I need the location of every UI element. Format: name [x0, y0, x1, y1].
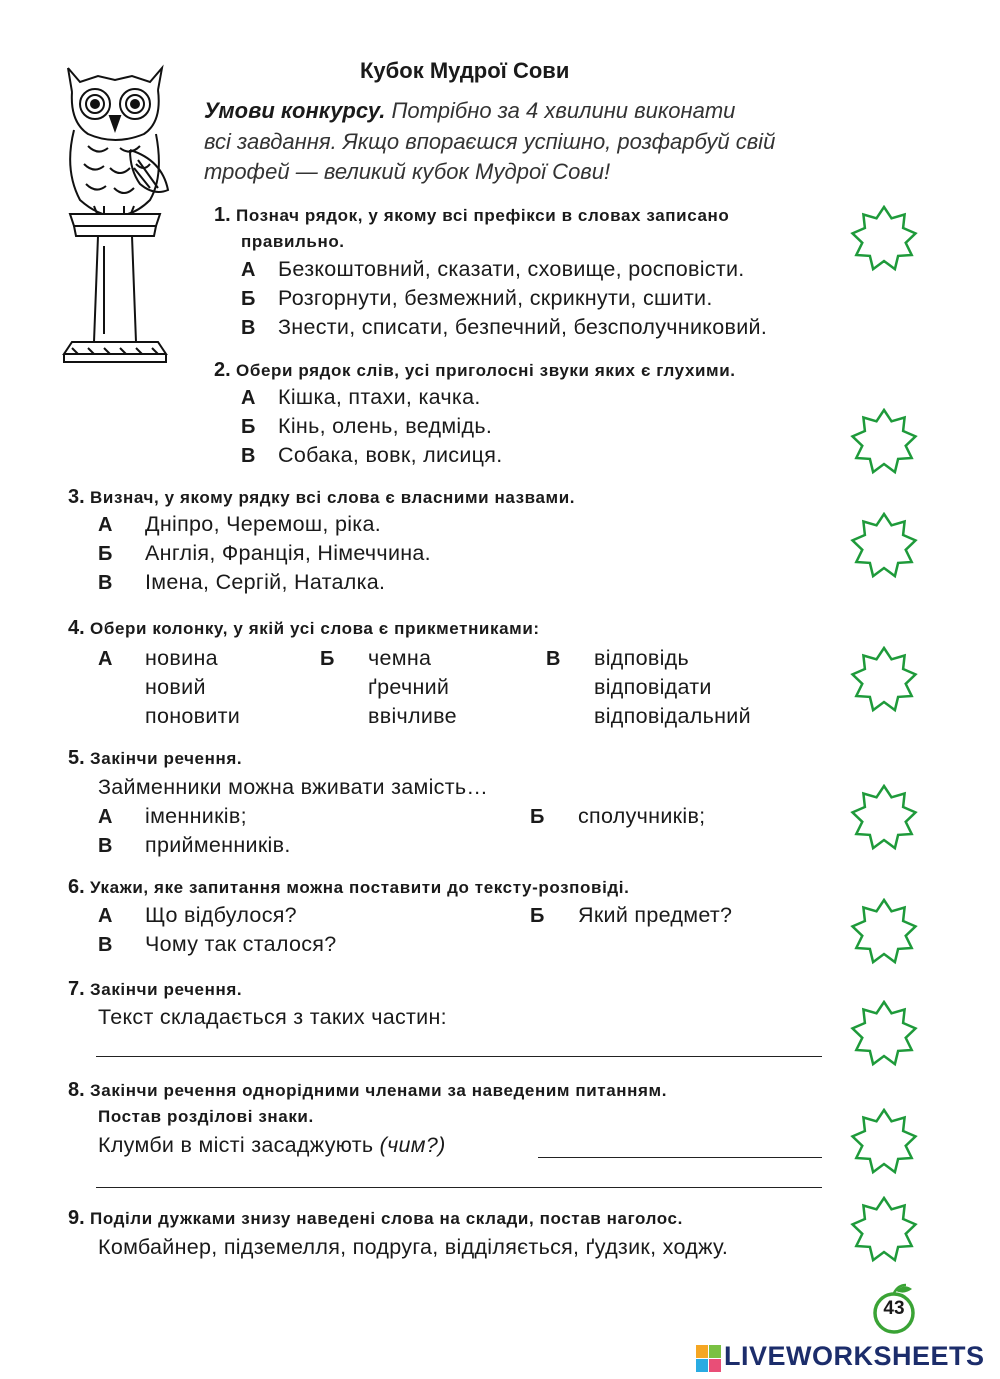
q4-column-c-word-1: відповідь — [594, 646, 689, 670]
question-3-number: 3. — [68, 486, 85, 508]
q2-option-a[interactable]: Кішка, птахи, качка. — [278, 385, 481, 409]
question-7-number: 7. — [68, 978, 85, 1000]
q1-option-c-letter: В — [241, 317, 256, 339]
page-title: Кубок Мудрої Сови — [360, 58, 570, 83]
q4-column-a-word-3: поновити — [145, 704, 241, 728]
q3-option-c-letter: В — [98, 572, 113, 594]
owl-trophy-illustration — [58, 60, 172, 366]
q2-option-c-letter: В — [241, 445, 256, 467]
q3-option-b-letter: Б — [98, 543, 113, 565]
q6-option-a-letter: А — [98, 905, 113, 927]
q3-option-a-letter: А — [98, 514, 113, 536]
q8-answer-line-1[interactable] — [538, 1157, 822, 1158]
q2-score-star[interactable] — [850, 408, 918, 476]
q1-option-b[interactable]: Розгорнути, безмежний, скрикнути, сшити. — [278, 286, 713, 310]
q4-column-b-word-2: ґречний — [368, 675, 450, 699]
q5-option-b-letter: Б — [530, 806, 545, 828]
question-4-number: 4. — [68, 617, 85, 639]
question-2-text: Обери рядок слів, усі приголосні звуки яких є глухими. — [236, 361, 736, 380]
question-1-prompt — [214, 204, 729, 227]
question-7-prompt — [68, 978, 242, 1001]
q7-sentence: Текст складається з таких частин: — [98, 1005, 447, 1029]
question-6-text: Укажи, яке запитання можна поставити до тексту-розповіді. — [90, 878, 630, 897]
question-7-text: Закінчи речення. — [90, 980, 243, 999]
q4-column-a-word-1: новина — [145, 646, 218, 670]
q7-score-star[interactable] — [850, 1000, 918, 1068]
q4-column-c-word-2: відповідати — [594, 675, 712, 699]
question-2-number: 2. — [214, 359, 231, 381]
question-5-prompt — [68, 747, 242, 770]
question-3-prompt — [68, 486, 575, 509]
q6-option-b-letter: Б — [530, 905, 545, 927]
q1-option-a[interactable]: Безкоштовний, сказати, сховище, росповісти. — [278, 257, 745, 281]
q8-score-star[interactable] — [850, 1108, 918, 1176]
question-4-text: Обери колонку, у якій усі слова є прикметниками: — [90, 619, 540, 638]
q3-score-star[interactable] — [850, 512, 918, 580]
conditions-line-2: всі завдання. Якщо впораєшся успішно, розфарбуй свій — [204, 129, 776, 154]
page-number: 43 — [883, 1298, 905, 1319]
question-6-number: 6. — [68, 876, 85, 898]
question-2-prompt — [214, 359, 736, 382]
question-6-prompt — [68, 876, 629, 899]
question-8-number: 8. — [68, 1079, 85, 1101]
q4-column-a-letter: А — [98, 648, 113, 670]
q3-option-c[interactable]: Імена, Сергій, Наталка. — [145, 570, 386, 594]
question-8-prompt — [68, 1079, 667, 1102]
q1-option-b-letter: Б — [241, 288, 256, 310]
q3-option-a[interactable]: Дніпро, Черемош, ріка. — [145, 512, 381, 536]
question-3-text: Визнач, у якому рядку всі слова є власними назвами. — [90, 488, 576, 507]
q4-column-c-letter: В — [546, 648, 561, 670]
q1-option-a-letter: А — [241, 259, 256, 281]
conditions-line-1 — [204, 98, 735, 124]
q5-option-c[interactable]: прийменників. — [145, 833, 291, 857]
question-1-number: 1. — [214, 204, 231, 226]
q6-option-c[interactable]: Чому так сталося? — [145, 932, 337, 956]
question-4-prompt — [68, 617, 540, 640]
q3-option-b[interactable]: Англія, Франція, Німеччина. — [145, 541, 431, 565]
q8-hint: (чим?) — [379, 1133, 446, 1157]
question-5-text: Закінчи речення. — [90, 749, 243, 768]
q7-answer-line[interactable] — [96, 1056, 822, 1057]
q8-answer-line-2[interactable] — [96, 1187, 822, 1188]
q4-column-b-word-3: ввічливе — [368, 704, 457, 728]
q8-sentence-text: Клумби в місті засаджують — [98, 1133, 374, 1157]
q5-score-star[interactable] — [850, 784, 918, 852]
q2-option-b-letter: Б — [241, 416, 256, 438]
q5-sentence: Займенники можна вживати замість… — [98, 775, 489, 799]
q8-sentence — [98, 1133, 446, 1158]
q6-score-star[interactable] — [850, 898, 918, 966]
q1-option-c[interactable]: Знести, списати, безпечний, безсполучниковий. — [278, 315, 768, 339]
q5-option-c-letter: В — [98, 835, 113, 857]
question-9-text: Поділи дужками знизу наведені слова на склади, постав наголос. — [90, 1209, 683, 1228]
conditions-text-1: Потрібно за 4 хвилини виконати — [391, 98, 736, 123]
q2-option-a-letter: А — [241, 387, 256, 409]
q6-option-c-letter: В — [98, 934, 113, 956]
q4-column-b-word-1: чемна — [368, 646, 432, 670]
question-1-text: Познач рядок, у якому всі префікси в словах записано — [236, 206, 730, 225]
q1-score-star[interactable] — [850, 205, 918, 273]
q4-column-b-letter: Б — [320, 648, 335, 670]
liveworksheets-logo-icon — [696, 1345, 722, 1373]
q5-option-b[interactable]: сполучників; — [578, 804, 706, 828]
q4-column-a-word-2: новий — [145, 675, 206, 699]
q4-score-star[interactable] — [850, 646, 918, 714]
q4-column-c-word-3: відповідальний — [594, 704, 751, 728]
question-9-prompt — [68, 1207, 683, 1230]
conditions-line-3: трофей — великий кубок Мудрої Сови! — [204, 159, 611, 184]
q5-option-a-letter: А — [98, 806, 113, 828]
q5-option-a[interactable]: іменників; — [145, 804, 247, 828]
q6-option-b[interactable]: Який предмет? — [578, 903, 733, 927]
question-5-number: 5. — [68, 747, 85, 769]
q6-option-a[interactable]: Що відбулося? — [145, 903, 297, 927]
q9-score-star[interactable] — [850, 1196, 918, 1264]
q9-words[interactable]: Комбайнер, підземелля, подруга, відділяється, ґудзик, ходжу. — [98, 1235, 729, 1259]
question-9-number: 9. — [68, 1207, 85, 1229]
q2-option-c[interactable]: Собака, вовк, лисиця. — [278, 443, 503, 467]
question-8-text-cont: Постав розділові знаки. — [98, 1107, 314, 1126]
question-1-text-cont: правильно. — [241, 232, 345, 251]
conditions-label: Умови конкурсу. — [204, 98, 386, 123]
brand-text: LIVEWORKSHEETS — [724, 1341, 985, 1371]
q2-option-b[interactable]: Кінь, олень, ведмідь. — [278, 414, 493, 438]
question-8-text: Закінчи речення однорідними членами за наведеним питанням. — [90, 1081, 668, 1100]
